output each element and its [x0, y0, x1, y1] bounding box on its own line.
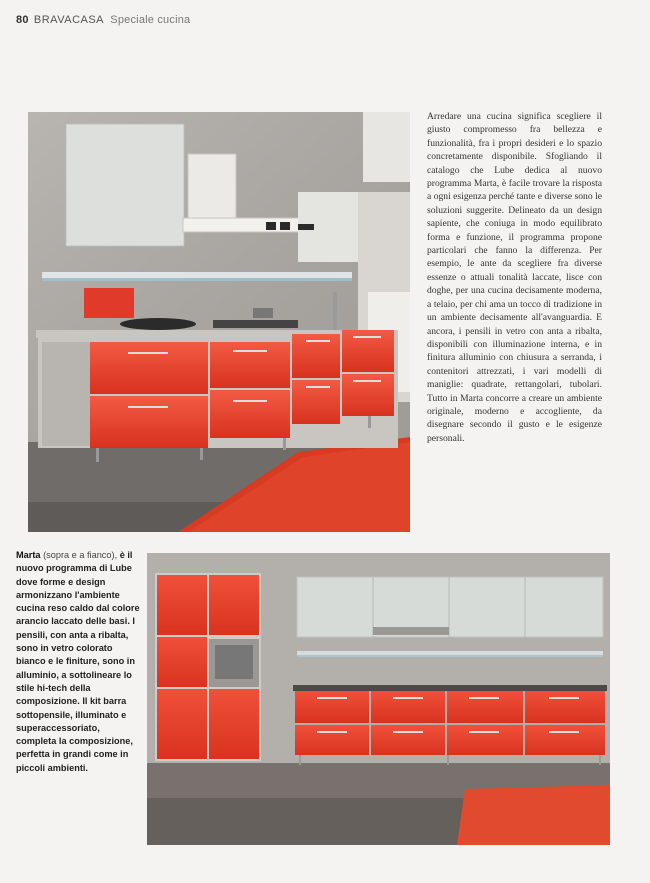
section-name: Speciale cucina	[110, 14, 191, 26]
caption-lead: Marta	[16, 550, 41, 560]
kitchen-photo-bottom	[147, 553, 610, 845]
caption-paren: (sopra e a fianco),	[43, 550, 118, 560]
caption-body: è il nuovo programma di Lube dove forme e design armonizzano l'ambiente cucina reso caldo dal colore arancio laccato delle basi. I pensili, con anta a ribalta, sono in vetro colorato bianco e le finiture, sono in alluminio, a sottolineare lo stile hi-tech della composizione. Il kit barra sottopensile, illuminato e superaccessoriato, completa la composizione, perfetta in grandi come in piccoli ambienti.	[16, 550, 140, 773]
page-number: 80	[16, 14, 29, 26]
kitchen-photo-top	[28, 112, 410, 532]
photo-caption	[16, 549, 140, 775]
article-body: Arredare una cucina significa scegliere il giusto compromesso fra bellezza e funzionalità, fra i propri desideri e lo spazio concretamente disponibile. Sfogliando il catalogo che Lube dedica al nuovo programma Marta, è facile trovare la risposta a ogni esigenza perché tante e diverse sono le soluzioni suggerite. Delineato da un design sapiente, che coniuga in modo equilibrato forma e funzione, il programma propone particolari che fanno la differenza. Per esempio, le ante da scegliere fra diverse essenze o attuali tonalità laccate, lisce con doghe, per una cucina decisamente moderna, a telaio, per chi ama un tocco di tradizione in un ambiente decisamente all'avanguardia. E ancora, i pensili in vetro con anta a ribalta, disponibili con illuminazione interna, e in finitura alluminio con chiusura a serranda, i contenitori attrezzati, i vari modelli di maniglie: quadrate, rettangolari, tubolari. Tutto in Marta concorre a creare un ambiente originale, moderno e accogliente, da disegnare secondo il gusto e le esigenze personali.	[427, 111, 602, 444]
magazine-name: BRAVACASA	[33, 14, 105, 26]
page-header	[16, 14, 190, 26]
